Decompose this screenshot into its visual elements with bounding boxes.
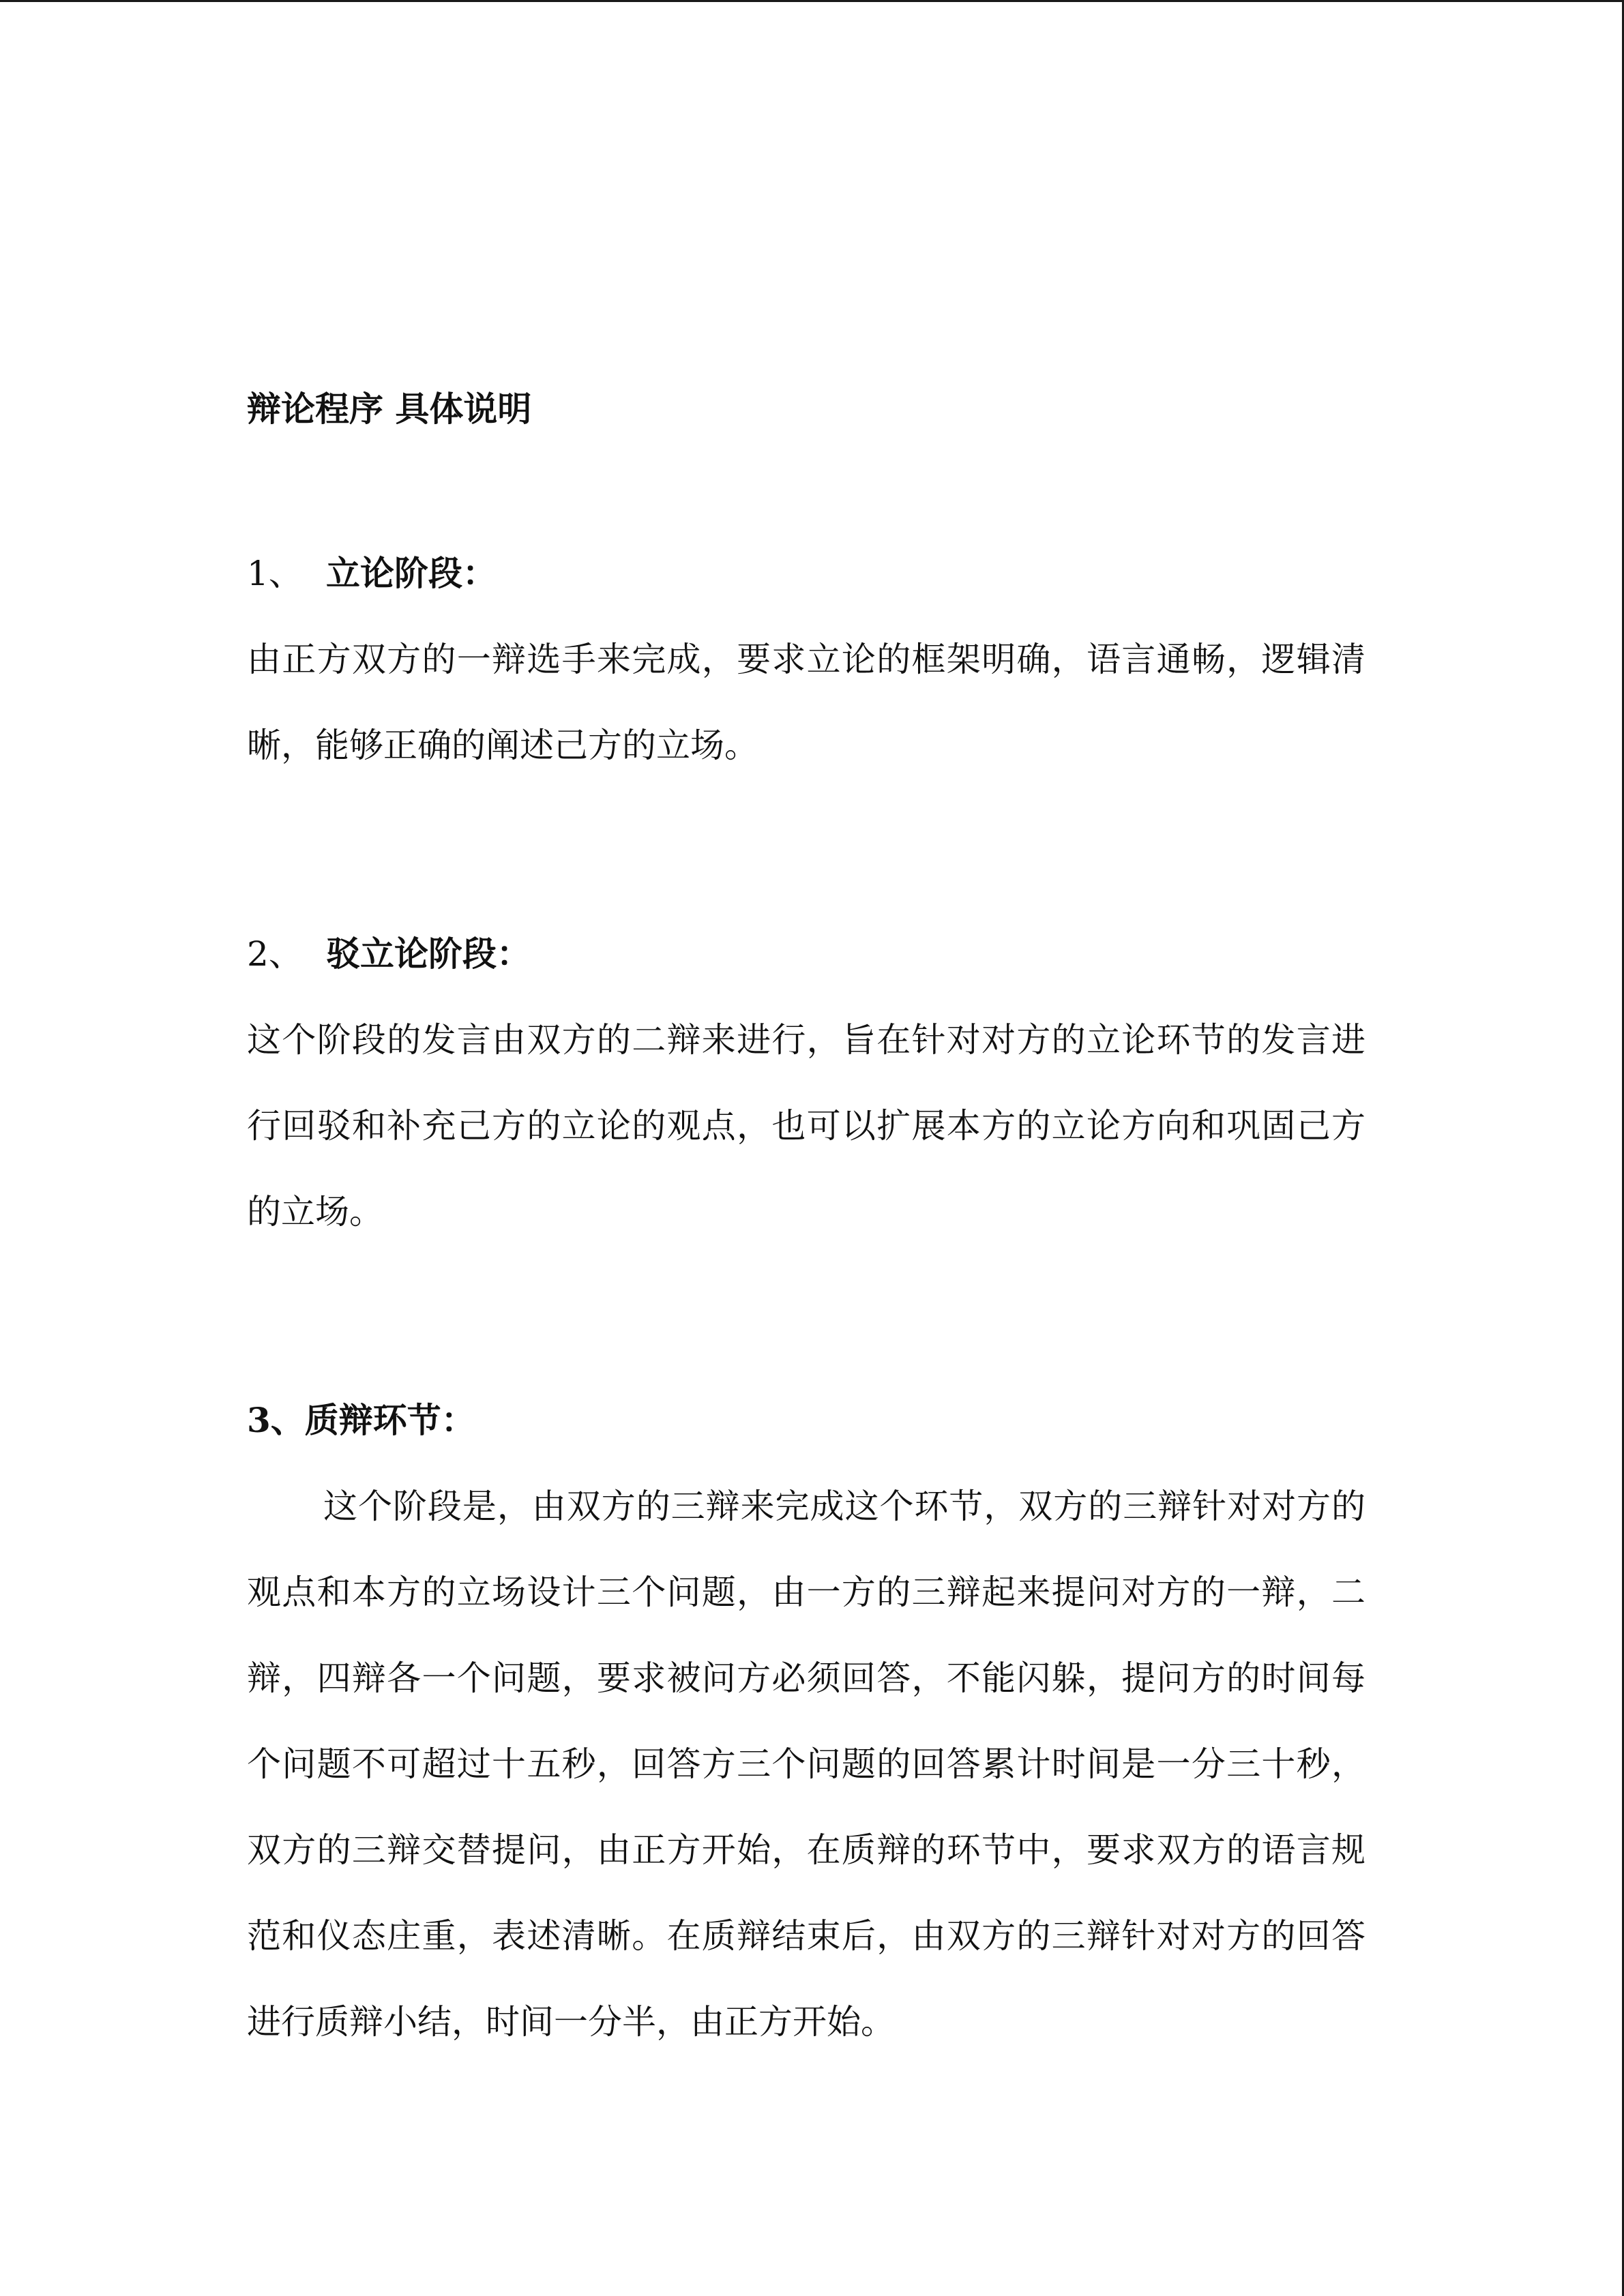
section-paragraph: 这个阶段的发言由双方的二辩来进行，旨在针对对方的立论环节的发言进行回驳和补充己方的立论的观点，也可以扩展本方的立论方向和巩固己方的立场。 (247, 1020, 1365, 1232)
section-heading (247, 531, 1365, 616)
page-top-border (0, 0, 1624, 2)
section-zhibian (247, 1377, 1365, 2065)
section-title: 立论阶段： (326, 553, 497, 593)
document-body (247, 361, 1365, 2188)
section-paragraph: 由正方双方的一辩选手来完成，要求立论的框架明确，语言通畅，逻辑清晰，能够正确的阐述己方的立场。 (247, 640, 1365, 765)
section-title: 质辩环节： (304, 1400, 475, 1440)
section-number: 1、 (247, 554, 303, 593)
section-paragraph: 这个阶段是，由双方的三辩来完成这个环节，双方的三辩针对对方的观点和本方的立场设计三个问题，由一方的三辩起来提问对方的一辩，二辩，四辩各一个问题，要求被问方必须回答，不能闪躲，提问方的时间每个问题不可超过十五秒，回答方三个问题的回答累计时间是一分三十秒，双方的三辩交替提问，由正方开始，在质辩的环节中，要求双方的语言规范和仪态庄重，表述清晰。在质辩结束后，由双方的三辩针对对方的回答进行质辩小结，时间一分半，由正方开始。 (247, 1487, 1365, 2042)
section-heading (247, 911, 1365, 997)
section-number: 2、 (247, 934, 303, 974)
section-heading (247, 1377, 1365, 1463)
section-number: 3、 (247, 1400, 305, 1440)
section-lilun (247, 531, 1365, 788)
section-title: 驳立论阶段： (326, 934, 531, 974)
document-title: 辩论程序 具体说明 (247, 389, 532, 429)
section-bo-lilun (247, 911, 1365, 1255)
